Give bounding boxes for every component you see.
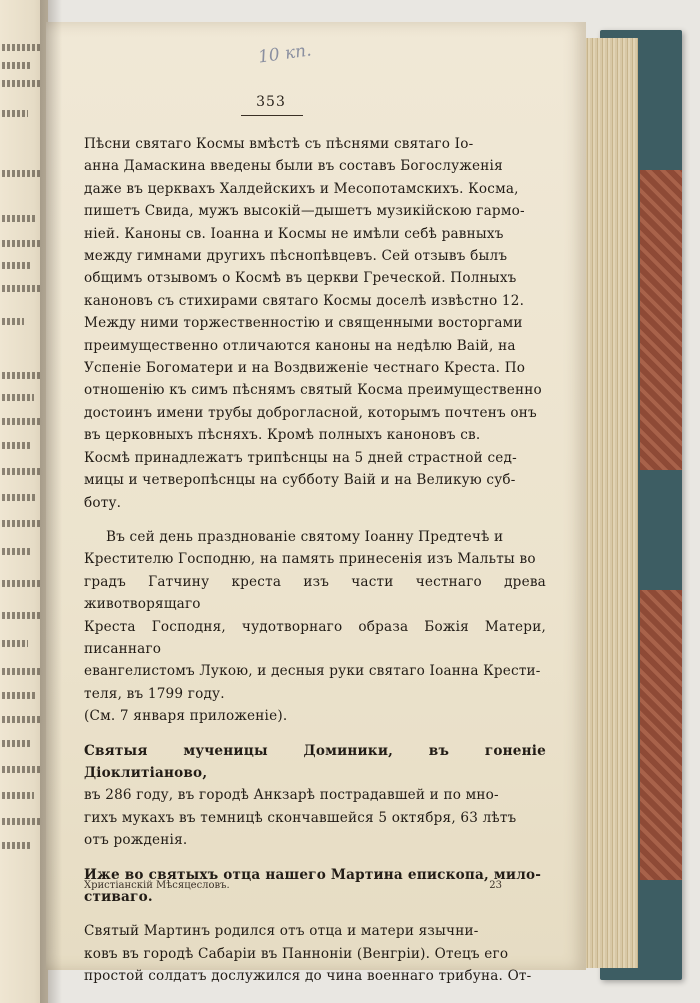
paragraph-kosma [84, 133, 546, 514]
paragraph-feast [84, 526, 546, 705]
text-line: Святыя мученицы Доминики, въ гоненіе Діоклитіаново, [84, 742, 546, 781]
text-line: Святый Мартинъ родился отъ отца и матери язычни- [84, 923, 479, 940]
page-text [84, 133, 546, 988]
text-line: Крестителю Господню, на память принесенія изъ Мальты во [84, 551, 536, 568]
text-line: отъ рожденія. [84, 832, 188, 849]
text-line: (См. 7 января приложеніе). [84, 708, 288, 725]
pencil-note: 10 кп. [256, 40, 313, 68]
text-line: пишетъ Свида, мужъ высокій—дышетъ музикійскою гармо- [84, 203, 525, 220]
paragraph-reference [84, 705, 546, 727]
footer-sheet-number: 23 [489, 880, 502, 891]
text-line: между гимнами другихъ пѣснопѣвцевъ. Сей отзывъ былъ [84, 248, 508, 265]
text-line: градъ Гатчину креста изъ части честнаго древа животворящаго [84, 573, 546, 613]
text-line: достоинъ имени трубы доброгласной, которымъ почтенъ онъ [84, 404, 537, 421]
paragraph-dominika [84, 740, 546, 852]
page-block-edge [580, 38, 638, 968]
footer-signature: Христiанскiй Мѣсяцесловъ. [84, 880, 230, 891]
text-line: стиваго. [84, 889, 153, 905]
page-number-rule [241, 115, 303, 116]
book-page [46, 22, 586, 985]
text-line: гихъ мукахъ въ темницѣ скончавшейся 5 октября, 63 лѣтъ [84, 809, 517, 826]
text-line: отношенію къ симъ пѣснямъ святый Косма преимущественно [84, 382, 542, 399]
text-line: Успеніе Богоматери и на Воздвиженіе честнаго Креста. По [84, 360, 526, 377]
gutter-shadow [40, 0, 62, 1003]
paragraph-martin [84, 920, 546, 987]
text-line: Въ сей день празднованіе святому Іоанну Предтечѣ и [106, 528, 504, 545]
text-line: въ 286 году, въ городѣ Анкзарѣ пострадавшей и по мно- [84, 787, 499, 804]
text-line: даже въ церквахъ Халдейскихъ и Месопотамскихъ. Косма, [84, 180, 519, 197]
text-line: евангелистомъ Лукою, и десныя руки святаго Іоанна Крести- [84, 663, 541, 680]
text-line: боту. [84, 494, 122, 511]
text-line: Пѣсни святаго Космы вмѣстѣ съ пѣснями святаго Іо- [84, 136, 474, 152]
text-line: преимущественно отличаются каноны на недѣлю Ваій, на [84, 337, 516, 354]
text-line: мицы и четверопѣснцы на субботу Ваій и на Великую суб- [84, 472, 516, 489]
page-footer [84, 880, 502, 891]
text-line: каноновъ съ стихирами святаго Космы доселѣ извѣстно 12. [84, 292, 525, 309]
text-line: ніей. Каноны св. Іоанна и Космы не имѣли себѣ равныхъ [84, 225, 504, 242]
text-line: Иже во святыхъ отца нашего Мартина епископа, мило- [84, 866, 542, 883]
text-line: теля, въ 1799 году. [84, 685, 225, 702]
page-number: 353 [256, 94, 286, 110]
text-line: Между ними торжественностію и священными восторгами [84, 315, 523, 332]
text-line: въ церковныхъ пѣсняхъ. Кромѣ полныхъ каноновъ св. [84, 427, 481, 444]
text-line: общимъ отзывомъ о Космѣ въ церкви Греческой. Полныхъ [84, 270, 517, 287]
text-line: анна Дамаскина введены были въ составъ Богослуженія [84, 158, 503, 175]
text-line: простой солдатъ дослужился до чина военнаго трибуна. От- [84, 968, 532, 985]
text-line: Космѣ принадлежатъ трипѣснцы на 5 дней страстной сед- [84, 449, 517, 466]
text-line: ковъ въ городѣ Сабаріи въ Панноніи (Венгріи). Отецъ его [84, 945, 509, 962]
text-line: Креста Господня, чудотворнаго образа Божія Матери, писаннаго [84, 618, 546, 657]
